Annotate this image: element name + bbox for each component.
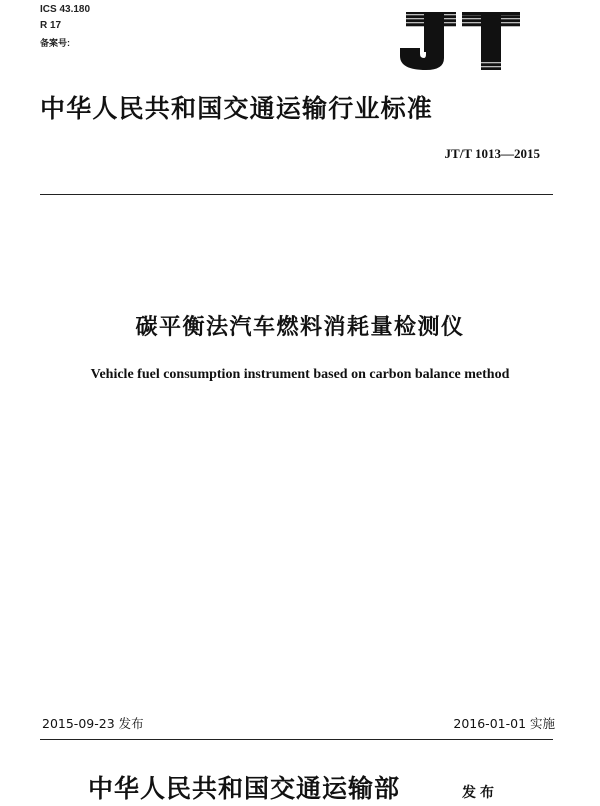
standard-number: JT/T 1013—2015 <box>444 146 540 161</box>
implementation-date: 2016-01-01 实施 <box>453 716 555 731</box>
publish-label: 发布 <box>462 785 498 801</box>
document-title-cn: 碳平衡法汽车燃料消耗量检测仪 <box>135 315 465 340</box>
record-number-label: 备案号: <box>40 38 70 48</box>
issue-date: 2015-09-23 发布 <box>42 716 144 731</box>
ics-code: ICS 43.180 <box>40 4 91 15</box>
document-title-en: Vehicle fuel consumption instrument based on carbon balance method <box>90 367 510 382</box>
top-divider <box>40 194 553 195</box>
industry-standard-title: 中华人民共和国交通运输行业标准 <box>40 94 434 123</box>
ccs-code: R 17 <box>40 20 62 31</box>
bottom-divider <box>40 739 553 740</box>
publisher-name: 中华人民共和国交通运输部 <box>88 774 401 803</box>
jt-logo <box>396 6 524 72</box>
